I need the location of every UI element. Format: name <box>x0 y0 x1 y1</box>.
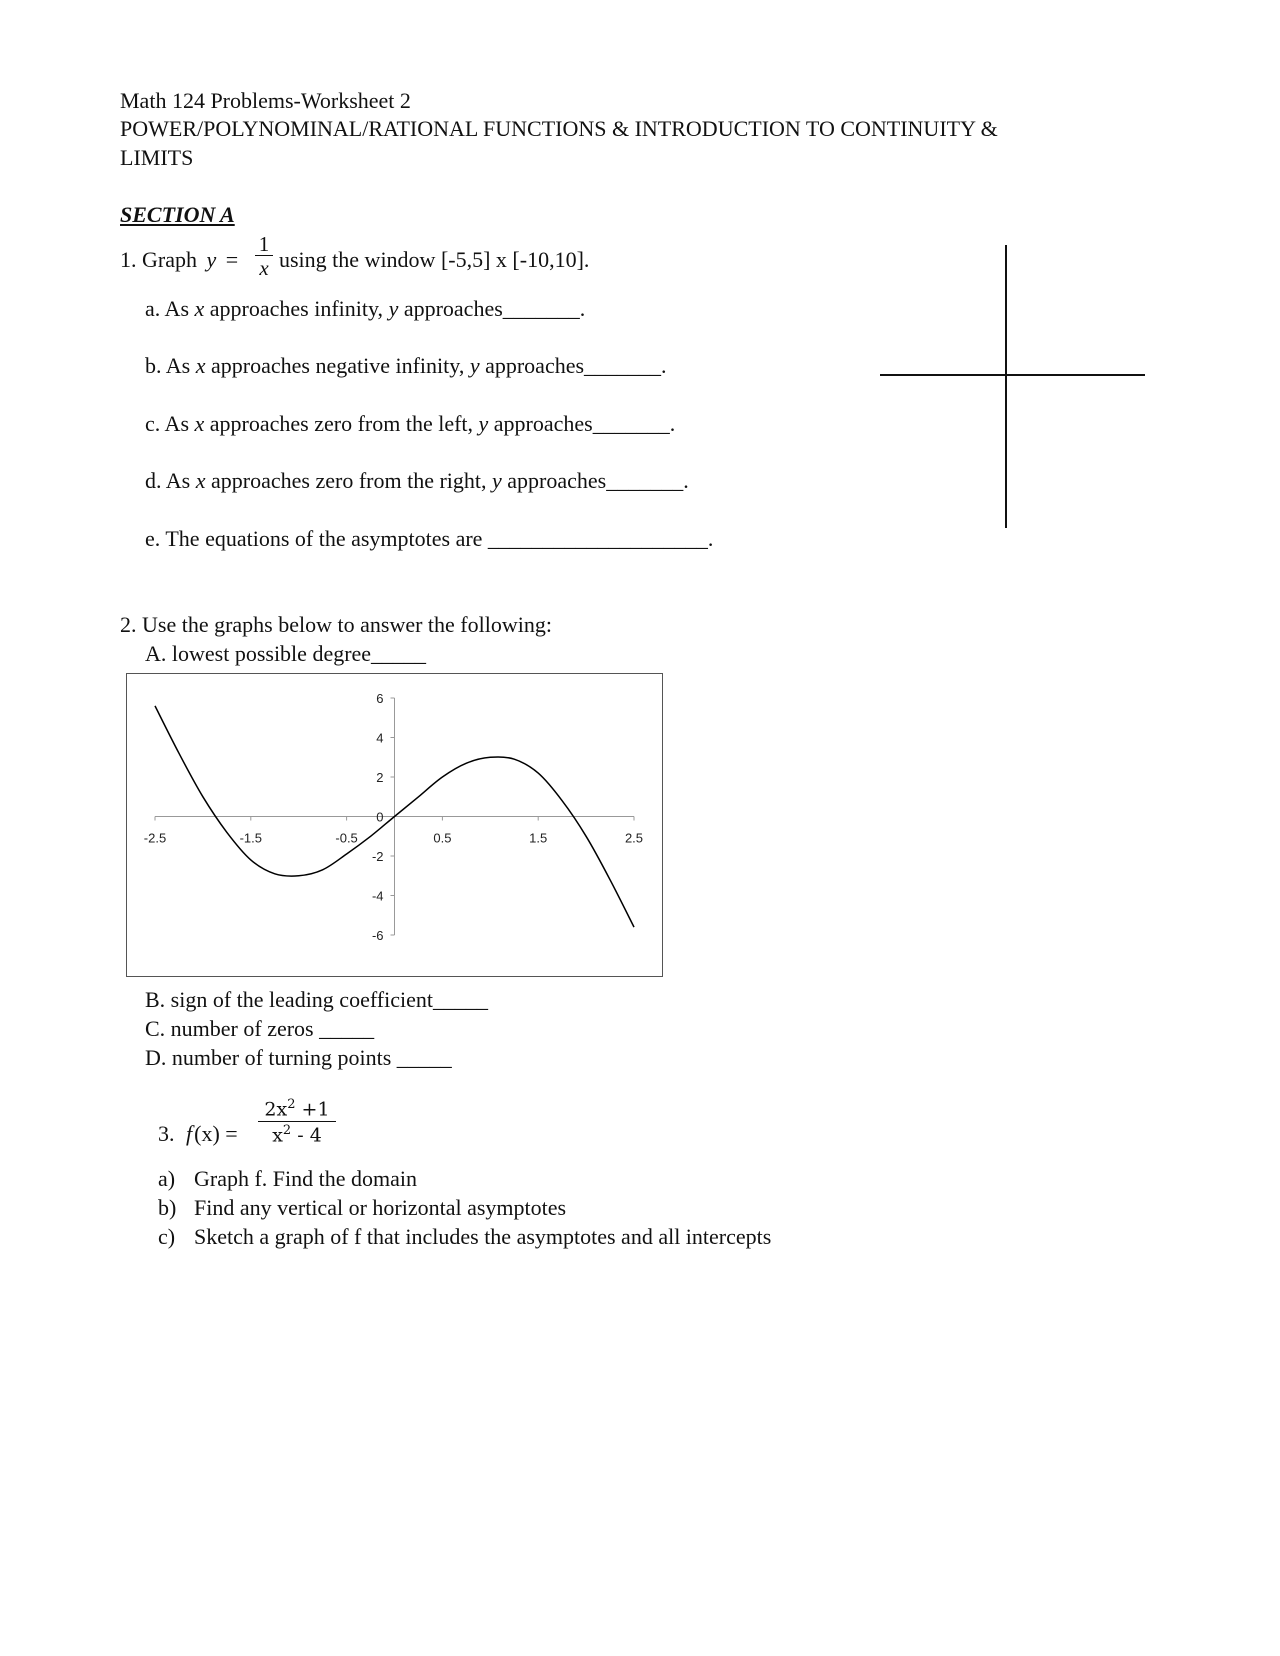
q3-item-a-mark: a) <box>158 1166 176 1191</box>
q3-arg: (x) <box>194 1121 220 1146</box>
q3-numerator <box>258 1098 336 1119</box>
q2-intro: 2. Use the graphs below to answer the following: <box>120 612 552 637</box>
y-tick-label: 6 <box>376 691 384 706</box>
q1-b-blank: approaches_______. <box>479 353 667 378</box>
q1-c-var-y: y <box>478 411 489 436</box>
q2-part-b: B. sign of the leading coefficient_____ <box>145 987 488 1012</box>
x-tick-label: -1.5 <box>239 830 263 846</box>
q1-part-a <box>145 298 585 320</box>
blank-axes <box>880 245 1150 531</box>
q1-a-blank: approaches_______. <box>398 296 586 321</box>
q3-item-b-text: Find any vertical or horizontal asymptotes <box>194 1195 567 1220</box>
y-tick-label: -6 <box>371 928 384 943</box>
q3-item-a-text: Graph f. Find the domain <box>194 1166 418 1191</box>
q1-a-mid: approaches infinity, <box>204 296 389 321</box>
q3-den-tail: - 4 <box>291 1124 322 1147</box>
worksheet-title: Math 124 Problems-Worksheet 2 <box>120 88 411 113</box>
worksheet-subtitle-cont: LIMITS <box>120 145 194 170</box>
q1-d-lead: d. As <box>145 468 196 493</box>
q1-fraction-denominator: x <box>259 256 269 280</box>
q3-num-exp: 2 <box>287 1097 296 1112</box>
q1-b-var-y: y <box>469 353 480 378</box>
q1-a-lead: a. As <box>145 296 195 321</box>
q3-item-a <box>158 1166 418 1191</box>
q1-b-var-x: x <box>195 353 206 378</box>
q1-c-blank: approaches_______. <box>488 411 676 436</box>
q1-c-mid: approaches zero from the left, <box>204 411 479 436</box>
x-tick-label: 2.5 <box>624 830 644 846</box>
q3-den-base: x <box>272 1124 283 1147</box>
x-tick-label: 0.5 <box>433 830 452 846</box>
q3-item-b <box>158 1195 567 1220</box>
q1-part-d <box>145 470 689 492</box>
q3-num-base: 2x <box>264 1098 288 1121</box>
q3-number: 3. <box>158 1121 175 1146</box>
q1-equals: = <box>225 247 239 272</box>
polynomial-chart <box>126 673 663 977</box>
q1-d-blank: approaches_______. <box>501 468 689 493</box>
section-heading: SECTION A <box>120 202 235 227</box>
x-tick-label: -0.5 <box>335 830 358 846</box>
q1-a-var-y: y <box>388 296 399 321</box>
q1-b-mid: approaches negative infinity, <box>205 353 470 378</box>
q1-part-e: e. The equations of the asymptotes are ____________________. <box>145 526 714 551</box>
q1-part-c <box>145 413 675 435</box>
y-tick-label: 4 <box>376 730 384 746</box>
q3-item-c-text: Sketch a graph of f that includes the asymptotes and all intercepts <box>194 1224 772 1249</box>
q3-equals: = <box>225 1121 238 1146</box>
q1-d-var-x: x <box>195 468 206 493</box>
worksheet-subtitle: POWER/POLYNOMINAL/RATIONAL FUNCTIONS & INTRODUCTION TO CONTINUITY & <box>120 116 998 141</box>
y-tick-label: 2 <box>376 770 384 785</box>
q3-f: f <box>186 1121 193 1146</box>
x-tick-label: 1.5 <box>529 830 548 846</box>
q1-c-var-x: x <box>194 411 205 436</box>
q1-window-text: using the window [-5,5] x [-10,10]. <box>279 247 590 272</box>
q1-prompt <box>120 249 238 271</box>
q1-c-lead: c. As <box>145 411 195 436</box>
y-tick-label: -2 <box>371 849 384 864</box>
q1-fraction <box>255 234 273 279</box>
y-tick-label: 0 <box>376 809 384 825</box>
q3-item-b-mark: b) <box>158 1195 177 1220</box>
q1-b-lead: b. As <box>145 353 196 378</box>
q1-a-var-x: x <box>194 296 205 321</box>
q1-d-var-y: y <box>492 468 502 493</box>
q2-part-a: A. lowest possible degree_____ <box>145 641 427 666</box>
x-tick-label: -2.5 <box>143 830 167 846</box>
q3-item-c <box>158 1224 772 1249</box>
q3-denominator <box>258 1122 336 1145</box>
q3-num-tail: +1 <box>295 1098 330 1121</box>
q2-part-d: D. number of turning points _____ <box>145 1045 452 1070</box>
q1-part-b <box>145 355 667 377</box>
q1-d-mid: approaches zero from the right, <box>205 468 493 493</box>
q3-fraction <box>258 1098 336 1146</box>
q1-prefix: 1. Graph <box>120 247 203 272</box>
q3-den-exp: 2 <box>282 1123 292 1139</box>
q1-var-y: y <box>206 247 217 272</box>
q2-part-c: C. number of zeros _____ <box>145 1016 375 1041</box>
y-tick-label: -4 <box>371 888 384 904</box>
q3-item-c-mark: c) <box>158 1224 176 1249</box>
q1-fraction-numerator: 1 <box>258 232 270 256</box>
q3-function-label <box>158 1123 238 1145</box>
